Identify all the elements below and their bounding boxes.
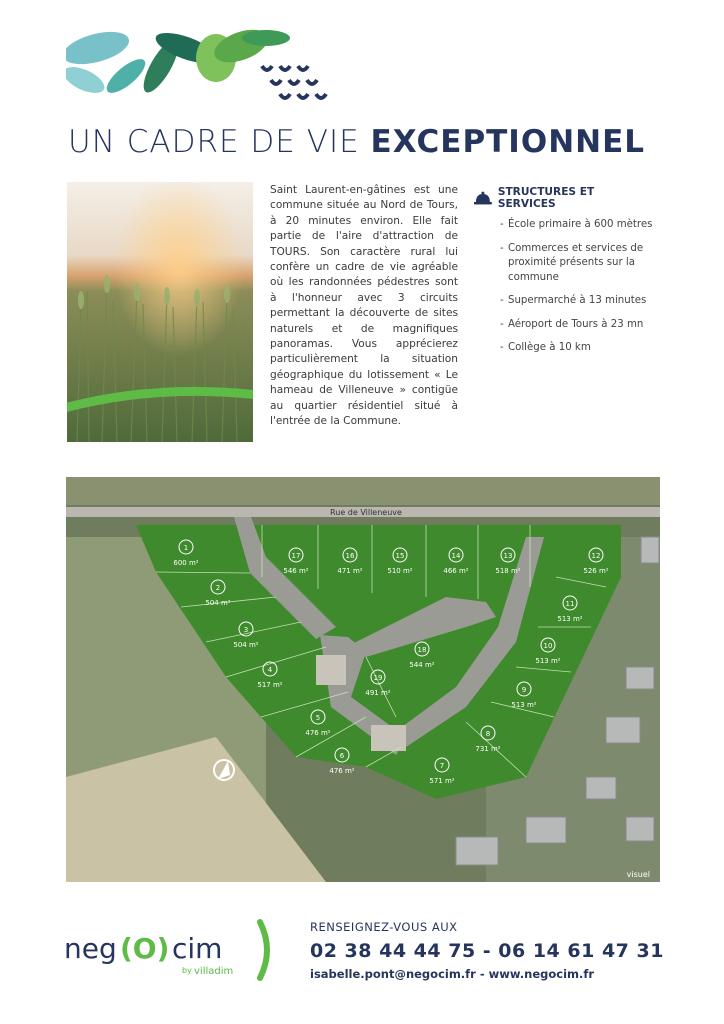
lot-number: 3: [243, 626, 249, 634]
logo-sub: villadim: [194, 966, 234, 977]
contact-web: isabelle.pont@negocim.fr - www.negocim.fr: [310, 967, 595, 981]
contact-block: [310, 920, 664, 981]
lot-area: 466 m²: [443, 567, 469, 575]
lot-area: 571 m²: [429, 777, 455, 785]
lot-number: 10: [543, 642, 553, 650]
leaves-decoration: [66, 28, 346, 110]
intro-text: Saint Laurent-en-gâtines est une commune située au Nord de Tours, à 20 minutes environ. Elle fait partie de l'aire d'attraction de TOURS. Son caractère rural lui confère un cadre de vie agréable où les randonnées pédestres sont à l'honneur avec 3 circuits permettant la découverte de sites naturels et de magnifiques panoramas. Vous apprécierez particulièrement la situation géographique du lotissement « Le hameau de Villeneuve » contigüe au quartier résidentiel situé à l'entrée de la Commune.: [270, 184, 458, 428]
service-item: - École primaire à 600 mètres: [500, 218, 654, 233]
title-light: UN CADRE DE VIE: [68, 124, 360, 160]
lot-area: 517 m²: [257, 681, 283, 689]
lot-area: 544 m²: [409, 661, 435, 669]
lot-number: 9: [521, 686, 527, 694]
lot-number: 7: [439, 762, 445, 770]
bell-icon: [474, 191, 492, 205]
lot-number: 17: [291, 552, 301, 560]
lot-number: 12: [591, 552, 601, 560]
lot-area: 513 m²: [535, 657, 561, 665]
lot-number: 15: [395, 552, 405, 560]
lot-area: 504 m²: [233, 641, 259, 649]
site-plan-map: [66, 477, 660, 882]
service-item: - Collège à 10 km: [500, 341, 654, 356]
lot-number: 4: [267, 666, 273, 674]
services-heading: [474, 186, 654, 210]
negocim-logo: [64, 918, 294, 993]
lot-area: 504 m²: [205, 599, 231, 607]
lot-number: 8: [485, 730, 491, 738]
street-name: Rue de Villeneuve: [330, 508, 402, 517]
service-item: - Commerces et services de proximité présents sur la commune: [500, 242, 654, 286]
page-title: [68, 124, 645, 160]
lot-number: 19: [373, 674, 383, 682]
lot-area: 513 m²: [557, 615, 583, 623]
lot-number: 14: [451, 552, 461, 560]
lot-area: 476 m²: [329, 767, 355, 775]
lot-area: 731 m²: [475, 745, 501, 753]
contact-label: RENSEIGNEZ-VOUS AUX: [310, 920, 458, 934]
logo-text-mid: (O): [120, 932, 170, 965]
lot-number: 5: [315, 714, 321, 722]
map-watermark: visuel: [626, 870, 650, 879]
lot-number: 13: [503, 552, 513, 560]
lot-area: 510 m²: [387, 567, 413, 575]
logo-by: by: [182, 966, 192, 975]
lot-number: 11: [565, 600, 575, 608]
lot-area: 476 m²: [305, 729, 331, 737]
lot-area: 546 m²: [283, 567, 309, 575]
lot-number: 18: [417, 646, 427, 654]
title-bold: EXCEPTIONNEL: [370, 124, 646, 160]
logo-text-right: cim: [172, 932, 223, 965]
lot-number: 2: [215, 584, 221, 592]
service-item: - Supermarché à 13 minutes: [500, 294, 654, 309]
contact-phones: 02 38 44 44 75 - 06 14 61 47 31: [310, 940, 664, 962]
lot-area: 600 m²: [173, 559, 199, 567]
lot-area: 513 m²: [511, 701, 537, 709]
service-item: - Aéroport de Tours à 23 mn: [500, 318, 654, 333]
lot-number: 16: [345, 552, 355, 560]
lot-number: 1: [183, 544, 189, 552]
lot-area: 518 m²: [495, 567, 521, 575]
field-photo: [67, 182, 253, 442]
lot-area: 491 m²: [365, 689, 391, 697]
lot-area: 526 m²: [583, 567, 609, 575]
lot-area: 471 m²: [337, 567, 363, 575]
services-box: [474, 186, 654, 365]
logo-text-left: neg: [64, 932, 117, 965]
services-heading-text: STRUCTURES ET SERVICES: [497, 186, 595, 210]
lot-number: 6: [339, 752, 345, 760]
